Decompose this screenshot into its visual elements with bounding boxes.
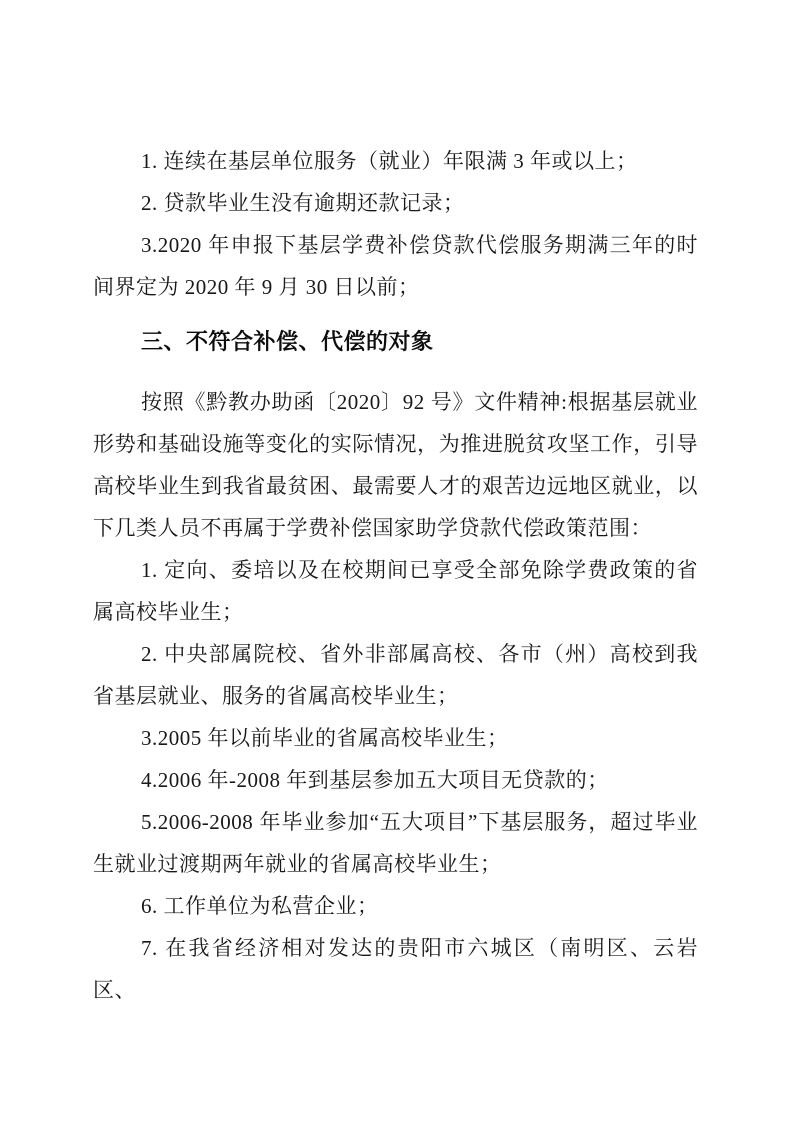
excluded-item-1: 1. 定向、委培以及在校期间已享受全部免除学费政策的省属高校毕业生；	[93, 558, 698, 624]
excluded-item-5: 5.2006-2008 年毕业参加“五大项目”下基层服务，超过毕业生就业过渡期两年就业的省属高校毕业生；	[93, 810, 698, 876]
intro-paragraph: 按照《黔教办助函〔2020〕92 号》文件精神:根据基层就业形势和基础设施等变化的实际情况，为推进脱贫攻坚工作，引导高校毕业生到我省最贫困、最需要人才的艰苦边远地区就业，以下几类人员不再属于学费补偿国家助学贷款代偿政策范围：	[93, 390, 698, 540]
condition-item-1: 1. 连续在基层单位服务（就业）年限满 3 年或以上；	[141, 149, 638, 173]
condition-item-2: 2. 贷款毕业生没有逾期还款记录；	[141, 191, 465, 215]
excluded-item-7: 7. 在我省经济相对发达的贵阳市六城区（南明区、云岩区、	[93, 936, 698, 1002]
excluded-item-4: 4.2006 年-2008 年到基层参加五大项目无贷款的；	[141, 768, 609, 792]
section-heading: 三、不符合补偿、代偿的对象	[141, 329, 434, 354]
excluded-item-2: 2. 中央部属院校、省外非部属高校、各市（州）高校到我省基层就业、服务的省属高校毕业生；	[93, 642, 698, 708]
excluded-item-3: 3.2005 年以前毕业的省属高校毕业生；	[141, 726, 509, 750]
condition-item-3: 3.2020 年申报下基层学费补偿贷款代偿服务期满三年的时间界定为 2020 年 9 月 30 日以前；	[93, 233, 698, 299]
excluded-item-6: 6. 工作单位为私营企业；	[141, 894, 379, 918]
